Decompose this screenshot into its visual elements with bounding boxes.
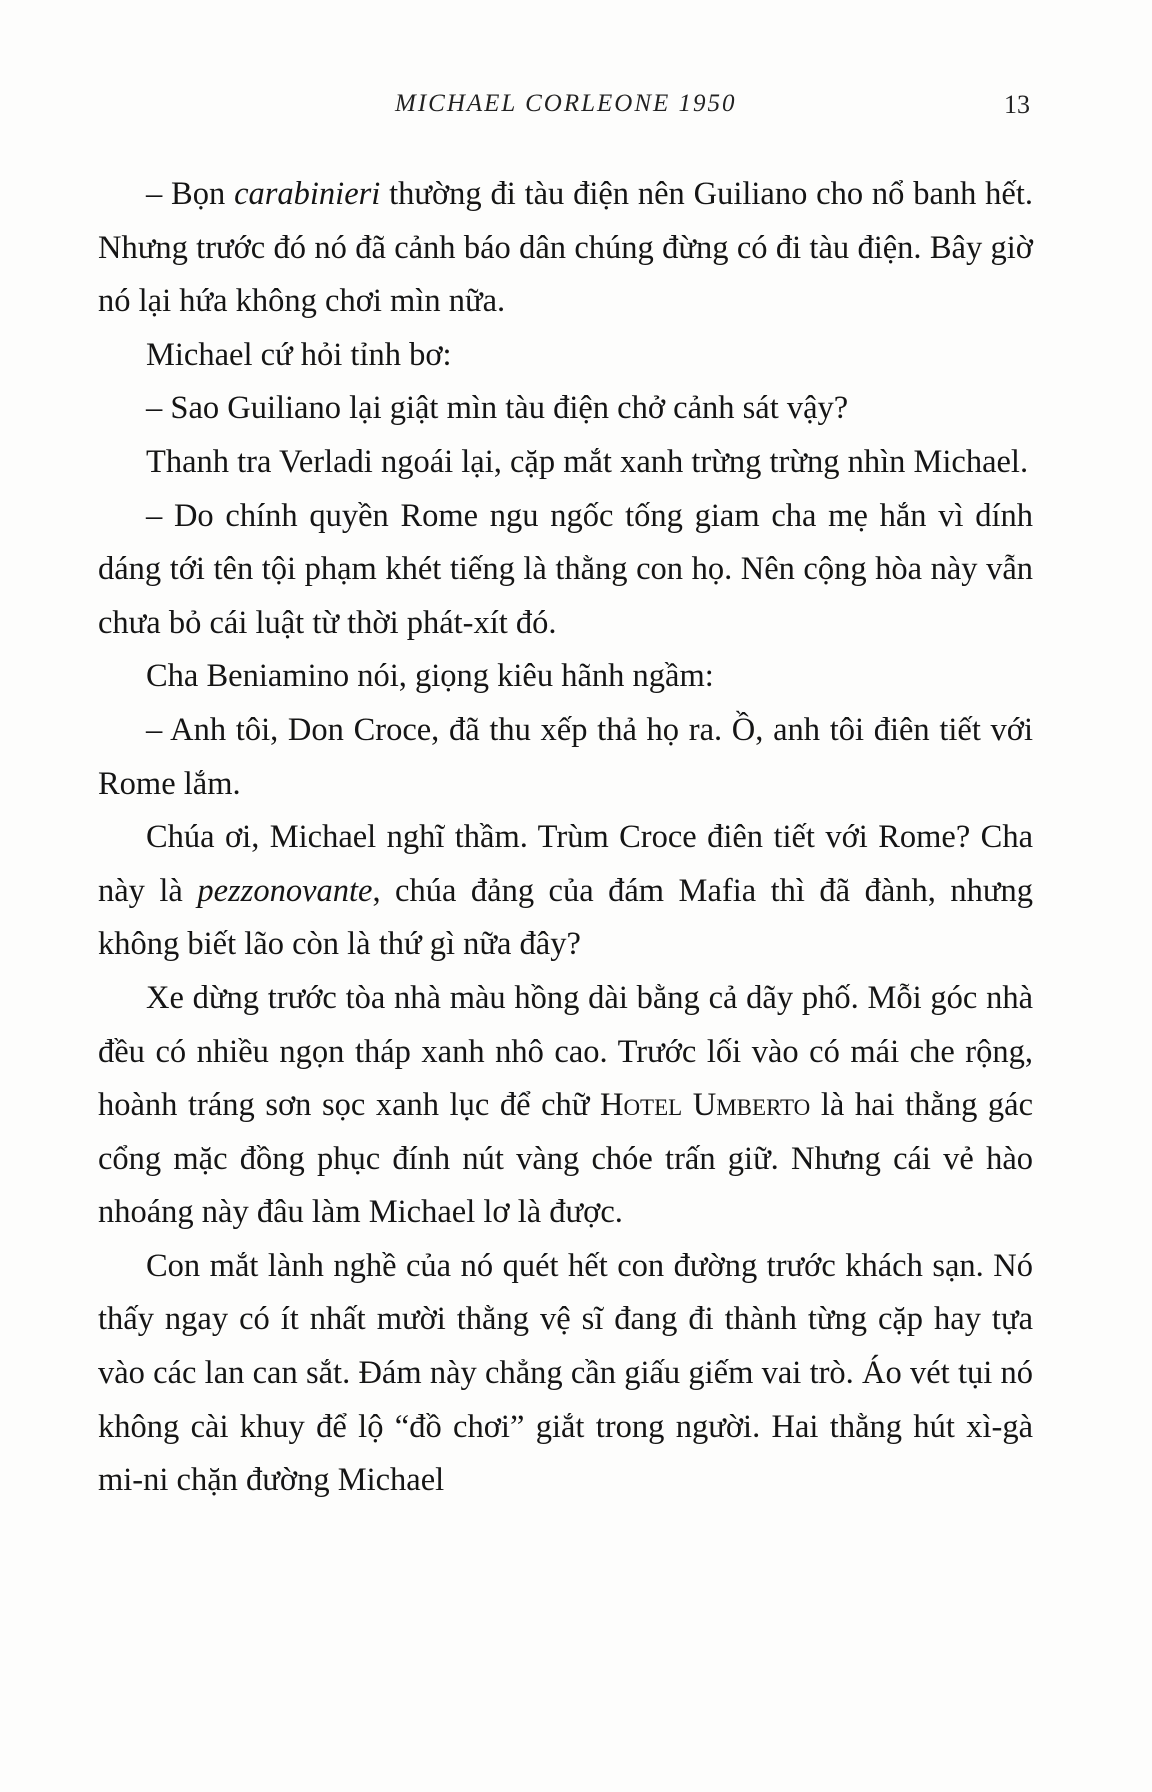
text-run: Xe dừng trước tòa nhà màu hồng dài bằng cả dãy phố. Mỗi góc nhà đều có nhiều ngọn tháp xanh nhô cao. Trước lối vào có mái che rộng, hoành tráng sơn sọc xanh lục để chữ <box>98 979 1033 1124</box>
text-run: Chúa ơi, Michael nghĩ thầm. Trùm Croce điên tiết với Rome? Cha này là <box>98 819 1033 909</box>
italic-term: carabinieri <box>234 176 381 212</box>
text-run: thường đi tàu điện nên Guiliano cho nổ banh hết. Nhưng trước đó nó đã cảnh báo dân chúng đừng có đi tàu điện. Bây giờ nó lại hứa không chơi mìn nữa. <box>98 176 1034 320</box>
paragraph: – Do chính quyền Rome ngu ngốc tống giam cha mẹ hắn vì dính dáng tới tên tội phạm khét tiếng là thằng con họ. Nên cộng hòa này vẫn chưa bỏ cái luật từ thời phát-xít đó. <box>98 497 1033 641</box>
paragraph: Con mắt lành nghề của nó quét hết con đường trước khách sạn. Nó thấy ngay có ít nhất mười thằng vệ sĩ đang đi thành từng cặp hay tựa vào các lan can sắt. Đám này chẳng cần giấu giếm vai trò. Áo vét tụi nó không cài khuy để lộ “đồ chơi” giắt trong người. Hai thằng hút xì-gà mi-ni chặn đường Michael <box>98 1247 1033 1499</box>
paragraph: Thanh tra Verladi ngoái lại, cặp mắt xanh trừng trừng nhìn Michael. <box>146 443 1029 480</box>
paragraph: – Anh tôi, Don Croce, đã thu xếp thả họ ra. Ồ, anh tôi điên tiết với Rome lắm. <box>98 711 1033 802</box>
page-header <box>100 90 1030 130</box>
page-number: 13 <box>1004 90 1030 119</box>
paragraph: Michael cứ hỏi tỉnh bơ: <box>146 336 452 373</box>
paragraph <box>98 972 1033 1240</box>
paragraph: Cha Beniamino nói, giọng kiêu hãnh ngầm: <box>146 658 714 695</box>
text-run: là hai thằng gác cổng mặc đồng phục đính nút vàng chóe trấn giữ. Nhưng cái vẻ hào nhoáng này đâu làm Michael lơ là được. <box>98 1087 1033 1231</box>
body-text <box>98 168 1033 1508</box>
running-title: MICHAEL CORLEONE 1950 <box>395 90 737 117</box>
hotel-sign-text: Hotel Umberto <box>599 1087 811 1124</box>
text-run: – Bọn <box>146 176 235 212</box>
text-run: , chúa đảng của đám Mafia thì đã đành, nhưng không biết lão còn là thứ gì nữa đây? <box>98 872 1033 963</box>
paragraph <box>98 811 1033 972</box>
paragraph <box>98 168 1033 329</box>
italic-term: pezzonovante <box>197 872 373 909</box>
paragraph: – Sao Guiliano lại giật mìn tàu điện chở cảnh sát vậy? <box>146 390 849 427</box>
